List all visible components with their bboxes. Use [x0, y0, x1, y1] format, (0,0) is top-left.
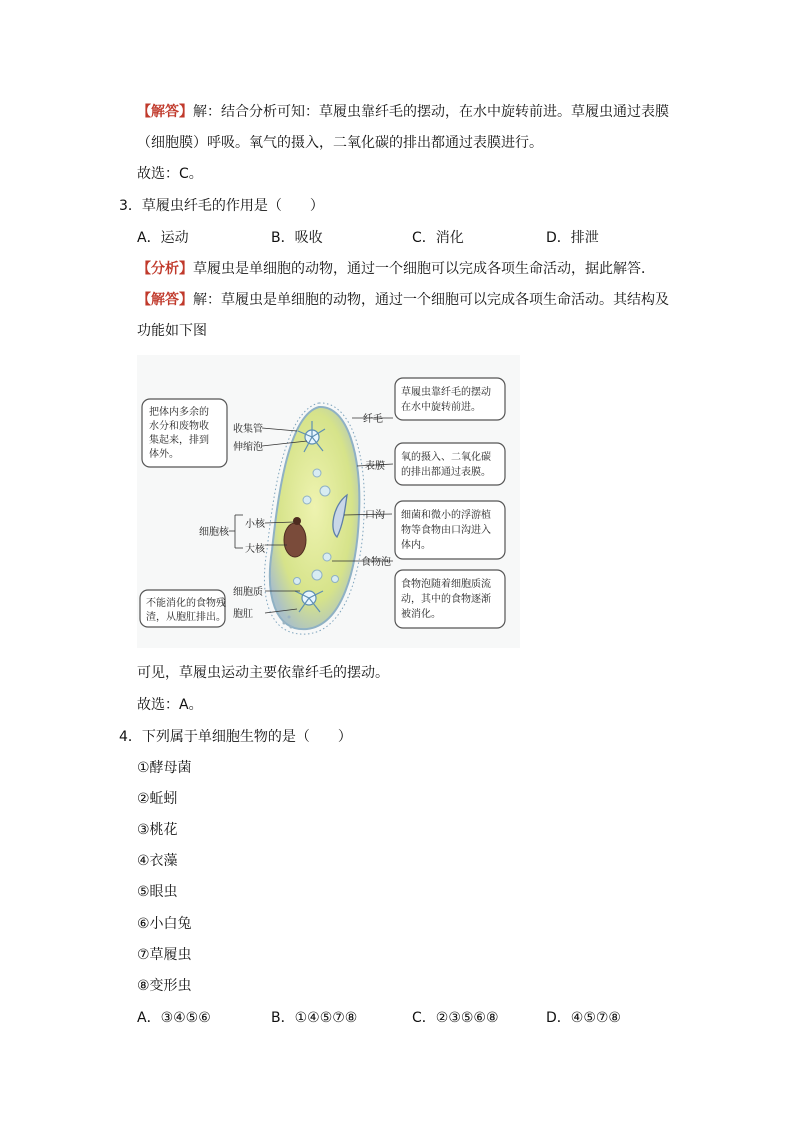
answer2-line2: （细胞膜）呼吸。氧气的摄入，二氧化碳的排出都通过表膜进行。	[137, 135, 543, 151]
q3-choice: 故选：A。	[137, 697, 203, 713]
q4-option-a: A．③④⑤⑥	[137, 1010, 211, 1026]
label-micronucleus: 小核	[245, 519, 265, 530]
label-anal-pore: 胞肛	[233, 609, 253, 620]
q4-item: ③桃花	[137, 822, 178, 838]
q3-option-a: A．运动	[137, 230, 189, 246]
right-box-3-line-1: 细菌和微小的浮游植	[401, 510, 491, 521]
q4-stem: 4．下列属于单细胞生物的是（ ）	[119, 729, 352, 745]
q4-item: ②蚯蚓	[137, 791, 178, 807]
q3-answer-line1	[137, 290, 669, 310]
right-box-2-line-2: 的排出都通过表膜。	[401, 467, 491, 478]
left-box-top-line-1: 把体内多余的	[149, 407, 209, 418]
right-box-1-line-2: 在水中旋转前进。	[401, 402, 481, 413]
q3-option-c: C．消化	[412, 230, 464, 246]
label-cytoplasm: 细胞质	[233, 587, 263, 598]
left-box-bottom-line-2: 渣，从胞肛排出。	[146, 612, 226, 623]
right-box-3-line-2: 物等食物由口沟进入	[401, 525, 491, 536]
q4-option-b: B．①④⑤⑦⑧	[271, 1010, 358, 1026]
left-box-top-line-4: 体外。	[149, 449, 179, 460]
analysis-tag: 【分析】	[137, 261, 193, 277]
label-oral-groove: 口沟	[365, 510, 385, 521]
answer2-choice: 故选：C。	[137, 166, 203, 182]
right-box-4-line-3: 被消化。	[401, 609, 441, 620]
q3-option-d: D．排泄	[546, 230, 599, 246]
label-collecting-tube: 收集管	[233, 424, 263, 435]
paramecium-diagram	[137, 355, 520, 648]
q3-options	[137, 228, 599, 248]
right-box-4-line-1: 食物泡随着细胞质流	[401, 579, 491, 590]
right-box-4-line-2: 动，其中的食物逐渐	[401, 594, 491, 605]
q4-options	[137, 1008, 621, 1028]
right-box-2-line-1: 氧的摄入、二氧化碳	[401, 452, 491, 463]
q3-stem: 3．草履虫纤毛的作用是（ ）	[119, 198, 324, 214]
q4-item: ①酵母菌	[137, 760, 192, 776]
q3-option-b: B．吸收	[271, 230, 323, 246]
q4-item: ⑧变形虫	[137, 978, 192, 994]
q4-item: ⑦草履虫	[137, 947, 192, 963]
label-cilia: 纤毛	[363, 414, 383, 425]
answer2-text1: 解：结合分析可知：草履虫靠纤毛的摆动，在水中旋转前进。草履虫通过表膜	[193, 104, 669, 120]
callout-box-right-2	[395, 443, 505, 485]
answer2-line1	[137, 102, 669, 122]
answer-tag: 【解答】	[137, 292, 193, 308]
answer-tag: 【解答】	[137, 104, 193, 120]
q4-item: ⑥小白兔	[137, 916, 192, 932]
q3-analysis	[137, 259, 655, 279]
label-food-vacuole: 食物泡	[361, 557, 391, 568]
label-contractile-vacuole: 伸缩泡	[233, 442, 263, 453]
right-box-1-line-1: 草履虫靠纤毛的摆动	[401, 387, 491, 398]
macronucleus	[284, 523, 306, 557]
q4-option-d: D．④⑤⑦⑧	[546, 1010, 621, 1026]
q3-analysis-text: 草履虫是单细胞的动物，通过一个细胞可以完成各项生命活动，据此解答．	[193, 261, 655, 277]
label-pellicle: 表膜	[365, 461, 385, 472]
micronucleus	[293, 517, 301, 525]
right-box-3-line-3: 体内。	[401, 540, 431, 551]
label-macronucleus: 大核	[245, 544, 265, 555]
q4-option-c: C．②③⑤⑥⑧	[412, 1010, 499, 1026]
left-box-top-line-3: 集起来，排到	[149, 435, 209, 446]
q3-conclusion: 可见，草履虫运动主要依靠纤毛的摆动。	[137, 665, 389, 681]
callout-box-right-1	[395, 378, 505, 420]
q4-item: ⑤眼虫	[137, 884, 178, 900]
q3-answer-text1: 解：草履虫是单细胞的动物，通过一个细胞可以完成各项生命活动。其结构及	[193, 292, 669, 308]
label-nucleus: 细胞核	[199, 527, 229, 538]
q4-item: ④衣藻	[137, 853, 178, 869]
left-box-top-line-2: 水分和废物收	[149, 421, 209, 432]
left-box-bottom-line-1: 不能消化的食物残	[146, 598, 226, 609]
q3-answer-line2: 功能如下图	[137, 323, 207, 339]
